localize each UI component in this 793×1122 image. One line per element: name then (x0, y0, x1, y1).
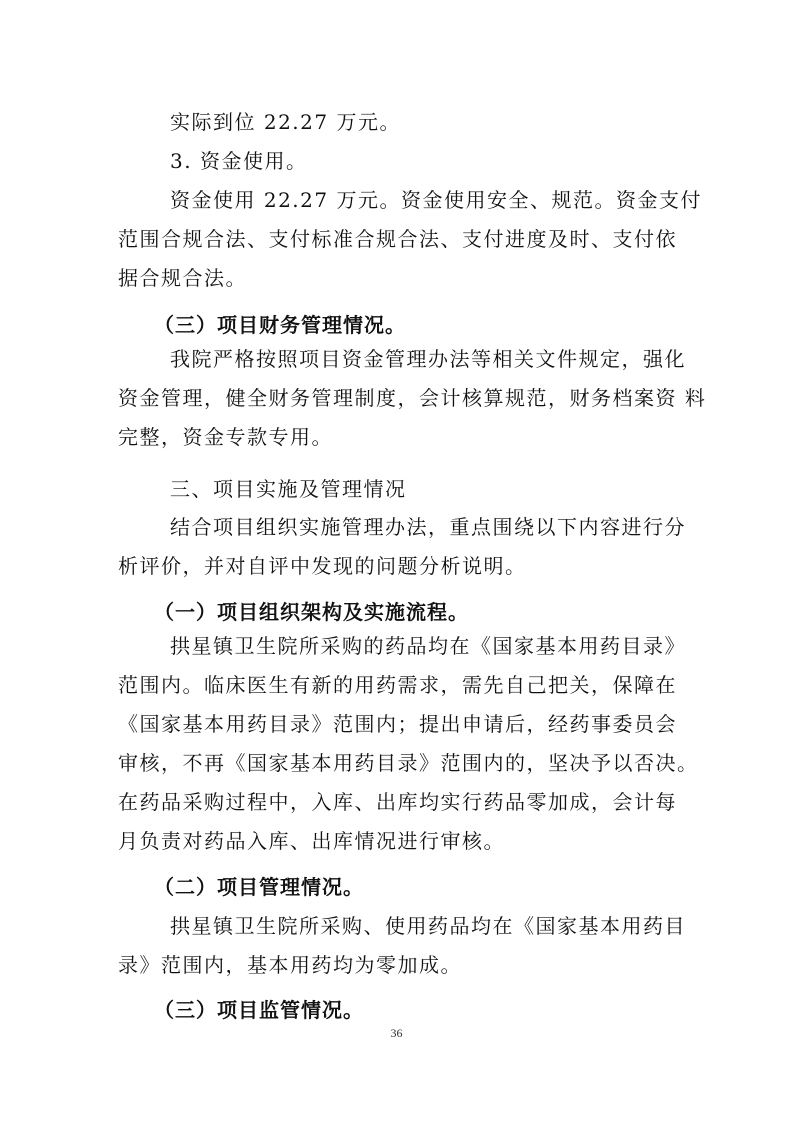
paragraph-line: 范围合规合法、支付标准合规合法、支付进度及时、支付依 (118, 227, 677, 251)
page-number: 36 (390, 1026, 403, 1040)
paragraph-line: 资金管理，健全财务管理制度，会计核算规范，财务档案资 料 (118, 386, 707, 410)
paragraph-line: 拱星镇卫生院所采购、使用药品均在《国家基本用药目 (170, 914, 686, 938)
paragraph-line: 月负责对药品入库、出库情况进行审核。 (118, 829, 505, 853)
paragraph-line: 在药品采购过程中，入库、出库均实行药品零加成，会计每 (118, 790, 677, 814)
paragraph-line: 录》范围内，基本用药均为零加成。 (118, 953, 462, 977)
paragraph-line: 完整，资金专款专用。 (118, 425, 333, 449)
paragraph-line: 据合规合法。 (118, 266, 247, 290)
paragraph-line: 资金使用 22.27 万元。资金使用安全、规范。资金支付 (170, 188, 702, 212)
section-heading: （三）项目监管情况。 (154, 998, 364, 1022)
paragraph-line: 我院严格按照项目资金管理办法等相关文件规定，强化 (170, 347, 686, 371)
section-heading: （三）项目财务管理情况。 (154, 313, 406, 337)
paragraph-line: 拱星镇卫生院所采购的药品均在《国家基本用药目录》 (170, 634, 686, 658)
paragraph-line: 实际到位 22.27 万元。 (170, 110, 401, 134)
paragraph-line: 结合项目组织实施管理办法，重点围绕以下内容进行分 (170, 515, 686, 539)
paragraph-line: 《国家基本用药目录》范围内；提出申请后，经药事委员会 (118, 712, 677, 736)
paragraph-line: 范围内。临床医生有新的用药需求，需先自己把关，保障在 (118, 673, 677, 697)
section-heading: （一）项目组织架构及实施流程。 (154, 600, 469, 624)
paragraph-line: 审核，不再《国家基本用药目录》范围内的，坚决予以否决。 (118, 751, 699, 775)
subsection-heading: 3. 资金使用。 (170, 149, 308, 173)
chapter-heading: 三、项目实施及管理情况 (170, 477, 407, 501)
paragraph-line: 析评价，并对自评中发现的问题分析说明。 (118, 554, 527, 578)
section-heading: （二）项目管理情况。 (154, 875, 364, 899)
